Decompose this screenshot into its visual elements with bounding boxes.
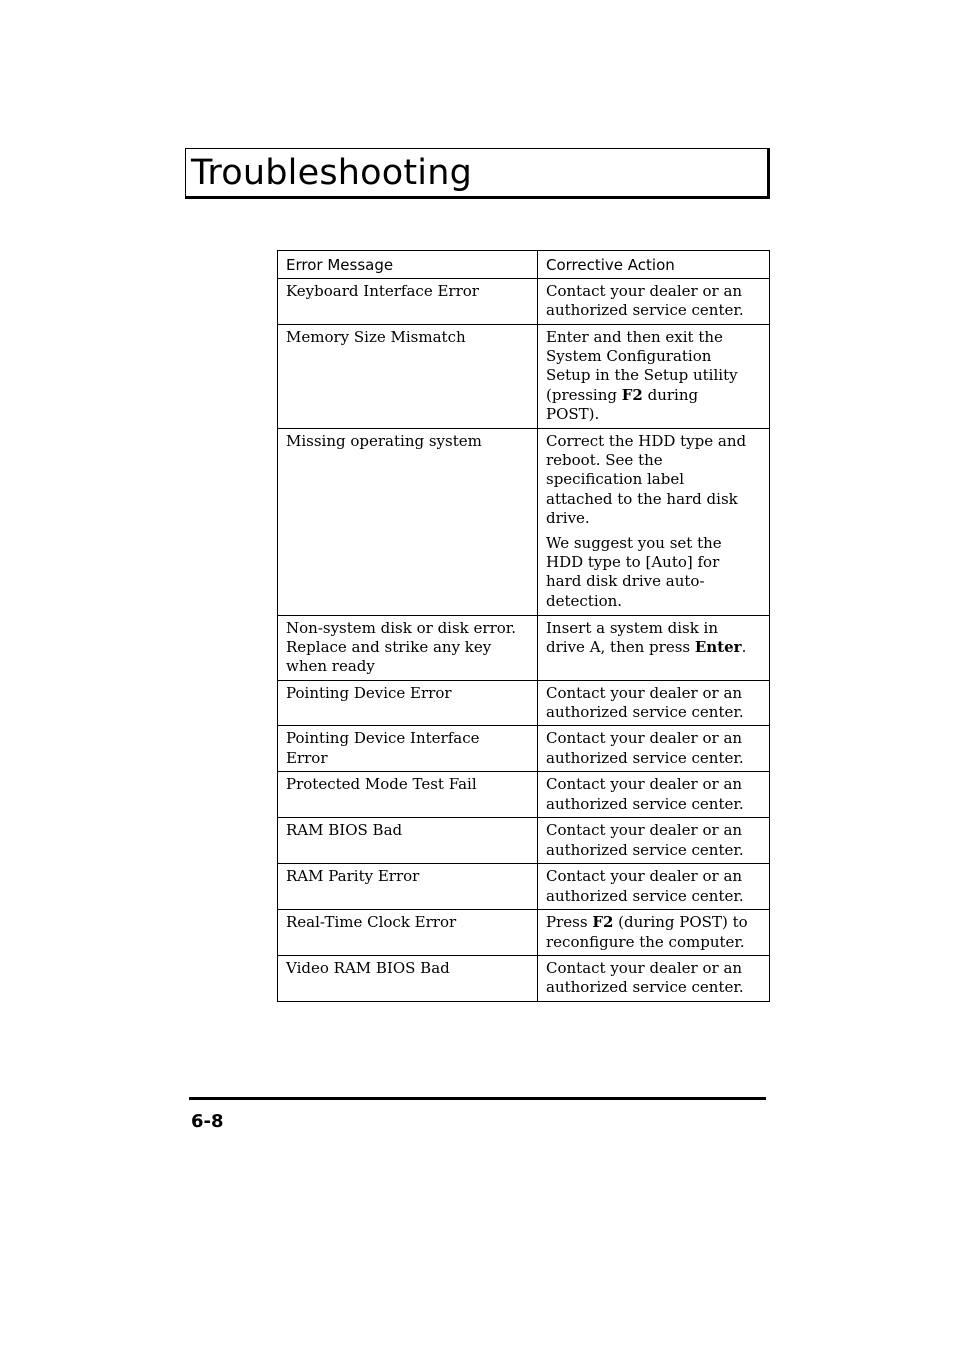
- chapter-title: Troubleshooting: [191, 153, 473, 193]
- corrective-action-cell: [538, 955, 770, 1001]
- table-row: [278, 616, 770, 681]
- corrective-action-line: [546, 328, 761, 347]
- corrective-action-line: [546, 684, 761, 703]
- action-text: detection.: [546, 591, 623, 610]
- error-message-cell: [278, 818, 538, 864]
- action-text: authorized service center.: [546, 978, 744, 997]
- error-message-cell: [278, 864, 538, 910]
- corrective-action-cell: [538, 772, 770, 818]
- action-text: POST).: [546, 404, 600, 423]
- action-text: Contact your dealer or an: [546, 684, 743, 702]
- page-number: 6-8: [191, 1111, 224, 1132]
- action-text: Contact your dealer or an: [546, 867, 743, 886]
- action-text: specification label: [546, 470, 685, 489]
- corrective-action-line: [546, 534, 761, 553]
- error-message-line: Keyboard Interface Error: [286, 282, 479, 300]
- action-text: Press: [546, 913, 593, 932]
- corrective-action-line: [546, 592, 761, 611]
- action-text: authorized service center.: [546, 840, 744, 859]
- table-row: [278, 279, 770, 325]
- column-header-error-message: Error Message: [278, 251, 538, 279]
- action-text: drive.: [546, 508, 590, 527]
- corrective-action-line: [546, 470, 761, 489]
- error-message-cell: [278, 681, 538, 726]
- table-row: [278, 325, 770, 429]
- error-message-line: Protected Mode Test Fail: [286, 775, 477, 794]
- error-message-line: Non-system disk or disk error.: [286, 619, 517, 637]
- column-header-corrective-action: Corrective Action: [538, 251, 770, 279]
- corrective-action-cell: [538, 429, 770, 616]
- action-text: authorized service center.: [546, 794, 744, 813]
- error-message-cell: [278, 910, 538, 955]
- error-message-cell: [278, 429, 538, 616]
- corrective-action-line: [546, 301, 761, 320]
- table-row: [278, 772, 770, 818]
- error-message-cell: [278, 325, 538, 429]
- corrective-action-line: [546, 638, 761, 657]
- error-message-line: Error: [286, 748, 328, 767]
- corrective-action-cell: [538, 864, 770, 910]
- corrective-action-line: [546, 490, 761, 509]
- corrective-action-line: [546, 729, 761, 748]
- action-text: reboot. See the: [546, 451, 663, 470]
- corrective-action-line: [546, 703, 761, 722]
- error-message-line: Missing operating system: [286, 432, 482, 450]
- error-message-line: Pointing Device Error: [286, 684, 452, 702]
- table-header-row: [278, 251, 770, 279]
- corrective-action-cell: [538, 910, 770, 955]
- corrective-action-line: [546, 386, 761, 405]
- corrective-action-line: [546, 553, 761, 572]
- corrective-action-line: [546, 749, 761, 768]
- corrective-action-line: [546, 282, 761, 301]
- table-row: [278, 818, 770, 864]
- error-message-cell: [278, 616, 538, 681]
- corrective-action-cell: [538, 325, 770, 429]
- corrective-action-cell: [538, 681, 770, 726]
- error-message-line: RAM BIOS Bad: [286, 821, 403, 840]
- action-text: Contact your dealer or an: [546, 958, 743, 977]
- error-message-cell: [278, 955, 538, 1001]
- table-row: [278, 955, 770, 1001]
- corrective-action-line: [546, 405, 761, 424]
- error-message-line: Replace and strike any key: [286, 638, 492, 657]
- action-text: HDD type to [Auto] for: [546, 553, 720, 572]
- error-message-line: Video RAM BIOS Bad: [286, 958, 450, 977]
- error-message-cell: [278, 772, 538, 818]
- action-text: drive A, then press: [546, 638, 695, 657]
- action-text: authorized service center.: [546, 748, 744, 767]
- corrective-action-cell: [538, 818, 770, 864]
- corrective-action-line: [546, 347, 761, 366]
- corrective-action-line: [546, 821, 761, 840]
- error-message-table: [277, 250, 770, 1002]
- action-text: authorized service center.: [546, 886, 744, 905]
- corrective-action-cell: [538, 726, 770, 772]
- action-text: hard disk drive auto-: [546, 572, 705, 591]
- corrective-action-cell: [538, 279, 770, 325]
- action-text: Contact your dealer or an: [546, 821, 743, 840]
- action-text: We suggest you set the: [546, 534, 722, 553]
- action-text: Contact your dealer or an: [546, 282, 743, 300]
- corrective-action-paragraph: [546, 534, 761, 611]
- corrective-action-line: [546, 795, 761, 814]
- corrective-action-line: [546, 978, 761, 997]
- table-row: [278, 429, 770, 616]
- corrective-action-line: [546, 775, 761, 794]
- action-text: Correct the HDD type and: [546, 432, 747, 450]
- error-message-cell: [278, 279, 538, 325]
- action-text: Contact your dealer or an: [546, 775, 743, 794]
- error-message-line: Memory Size Mismatch: [286, 328, 466, 346]
- corrective-action-line: [546, 867, 761, 886]
- action-text: attached to the hard disk: [546, 489, 738, 508]
- action-text: System Configuration: [546, 347, 712, 366]
- action-text: Contact your dealer or an: [546, 729, 743, 748]
- action-text: (pressing: [546, 385, 622, 404]
- corrective-action-line: [546, 913, 761, 932]
- table-row: [278, 681, 770, 726]
- corrective-action-line: [546, 572, 761, 591]
- key-name: F2: [621, 385, 643, 404]
- corrective-action-line: [546, 619, 761, 638]
- corrective-action-line: [546, 366, 761, 385]
- action-text: Insert a system disk in: [546, 619, 719, 637]
- key-name: Enter: [694, 638, 742, 657]
- action-text: reconfigure the computer.: [546, 932, 745, 951]
- action-text: authorized service center.: [546, 703, 744, 722]
- corrective-action-line: [546, 887, 761, 906]
- table-row: [278, 910, 770, 955]
- error-message-line: when ready: [286, 657, 375, 676]
- action-text: (during POST) to: [613, 913, 748, 932]
- action-text: Enter and then exit the: [546, 328, 723, 346]
- error-message-cell: [278, 726, 538, 772]
- action-text: authorized service center.: [546, 301, 744, 320]
- corrective-action-line: [546, 933, 761, 952]
- corrective-action-line: [546, 509, 761, 528]
- corrective-action-cell: [538, 616, 770, 681]
- corrective-action-line: [546, 451, 761, 470]
- error-message-line: RAM Parity Error: [286, 867, 420, 886]
- table-row: [278, 726, 770, 772]
- key-name: F2: [592, 913, 614, 932]
- corrective-action-line: [546, 432, 761, 451]
- action-text: .: [741, 638, 747, 657]
- table-row: [278, 864, 770, 910]
- action-text: during: [642, 385, 699, 404]
- error-message-line: Real-Time Clock Error: [286, 913, 457, 932]
- error-message-line: Pointing Device Interface: [286, 729, 480, 748]
- action-text: Setup in the Setup utility: [546, 366, 738, 385]
- table-body: [278, 279, 770, 1002]
- chapter-title-box: [185, 148, 770, 199]
- corrective-action-line: [546, 959, 761, 978]
- footer-rule: [189, 1097, 766, 1100]
- corrective-action-line: [546, 841, 761, 860]
